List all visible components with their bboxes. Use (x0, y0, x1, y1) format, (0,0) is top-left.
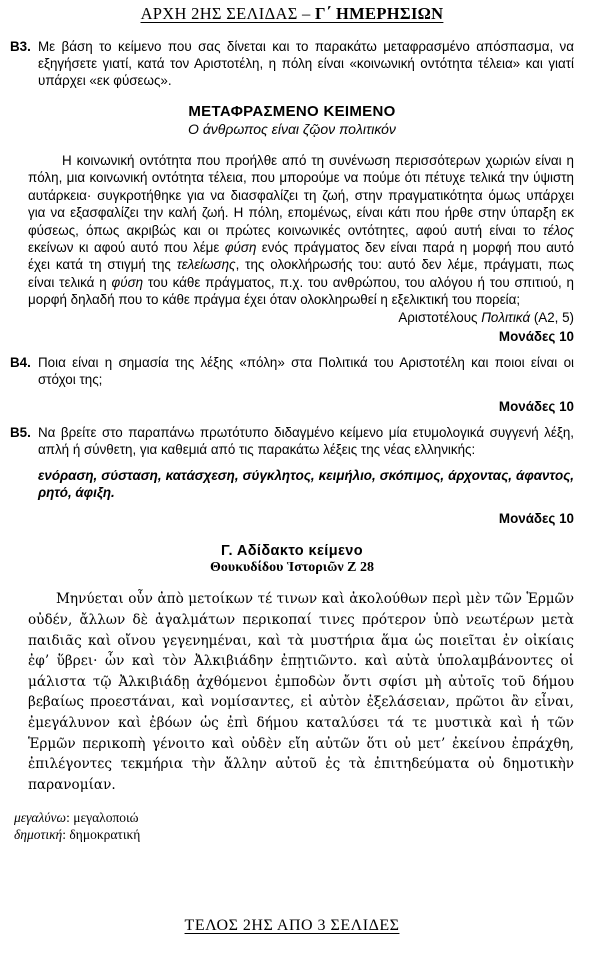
question-number: Β4. (10, 354, 31, 370)
term-telos: τέλος (542, 222, 574, 238)
ancient-greek-text: Μηνύεται οὖν ἀπὸ μετοίκων τέ τινων καὶ ἀκολούθων περὶ μὲν τῶν Ἑρμῶν οὐδέν, ἄλλων δὲ ἀγαλμάτων περικοπαί τινες πρότερον ὑπὸ νεωτέρων μετὰ παιδιᾶς καὶ οἴνου γεγενημέναι, καὶ τὰ μυστήρια ἅμα ὡς ποιεῖται ἐν οἰκίαις ἐφ’ ὕβρει· ὧν καὶ τὸν Ἀλκιβιάδην ἐπῃτιῶντο. καὶ αὐτὰ ὑπολαμβάνοντες οἱ μάλιστα τῷ Ἀλκιβιάδῃ ἀχθόμενοι ἐμποδὼν ὄντι σφίσι μὴ αὐτοῖς τοῦ δήμου βεβαίως προεστάναι, καὶ νομίσαντες, εἰ αὐτὸν ἐξελάσειαν, πρῶτοι ἂν εἶναι, ἐμεγάλυνον καὶ ἐβόων ὡς ἐπὶ δήμου καταλύσει τά τε μυστικὰ καὶ ἡ τῶν Ἑρμῶν περικοπὴ γένοιτο καὶ οὐδὲν εἴη αὐτῶν ὅτι οὐ μετ’ ἐκείνου ἐπράχθη, ἐπιλέγοντες τεκμήρια τὴν ἄλλην αὐτοῦ ἐς τὰ ἐπιτηδεύματα οὐ δημοτικὴν παρανομίαν. (28, 591, 574, 793)
question-text: Να βρείτε στο παραπάνω πρωτότυπο διδαγμένο κείμενο μία ετυμολογικά συγγενή λέξη, απλή ή σύνθετη, για καθεμιά από τις παρακάτω λέξεις της νέας ελληνικής: (38, 424, 574, 457)
term-fysi-2: φύση (111, 274, 144, 290)
question-b3 (10, 38, 574, 89)
source-citation: Αριστοτέλους Πολιτικά (Α2, 5) (398, 309, 574, 325)
translation-paragraph: Η κοινωνική οντότητα που προήλθε από τη συνένωση περισσότερων χωριών είναι η πόλη, μια κοινωνική οντότητα τέλεια, που μπορούμε να πούμε ότι πέτυχε τελικά την ύψιστη αυτάρκεια· συγκροτήθηκε για να διασφαλίζει τη ζωή, στην πραγματικότητα όμως υπάρχει για να εξασφαλίζει την καλή ζωή. Η πόλη, επομένως, είναι κάτι που ήρθε στην ύπαρξη εκ φύσεως, όπως ακριβώς και οι πρώτες κοινωνικές οντότητες, αφού αυτή είναι το τέλος εκείνων κι αφού αυτό που λέμε φύση ενός πράγματος δεν είναι παρά η μορφή που αυτό έχει κατά τη στιγμή της τελείωσης, της ολοκλήρωσής του: αυτό δεν λέμε, πράγματι, πως είναι τελικά η φύση του κάθε πράγματος, π.χ. του ανθρώπου, του αλόγου ή του σπιτιού, η μορφή δηλαδή που το κάθε πράγμα έχει όταν ολοκληρωθεί η εξελικτική του πορεία; (28, 153, 574, 308)
term-teleiosis: τελείωσης (176, 257, 236, 273)
word-list: ενόραση, σύσταση, κατάσχεση, σύγκλητος, κειμήλιο, σκόπιμος, άρχοντας, άφαντος, ρητό, άφιξη. (38, 467, 574, 501)
page-footer: ΤΕΛΟΣ 2ΗΣ ΑΠΟ 3 ΣΕΛΙΔΕΣ (184, 917, 400, 934)
question-text: Ποια είναι η σημασία της λέξης «πόλη» στα Πολιτικά του Αριστοτέλη και ποιοι είναι οι στόχοι της; (38, 354, 574, 387)
section-g-subtitle: Θουκυδίδου Ἱστοριῶν Ζ 28 (210, 560, 374, 576)
units-b3: Μονάδες 10 (498, 328, 574, 344)
translation-subtitle: Ο άνθρωπος είναι ζῷον πολιτικόν (188, 121, 396, 137)
header-bold: Γ΄ ΗΜΕΡΗΣΙΩΝ (315, 4, 444, 23)
translation-title: ΜΕΤΑΦΡΑΣΜΕΝΟ ΚΕΙΜΕΝΟ (188, 103, 396, 120)
glossary (10, 809, 574, 843)
question-number: Β5. (10, 424, 31, 440)
header-prefix: ΑΡΧΗ 2ΗΣ ΣΕΛΙΔΑΣ – (140, 4, 316, 23)
glossary-item: δημοτική: δημοκρατική (14, 827, 141, 843)
page-header (10, 0, 574, 24)
question-text: Με βάση το κείμενο που σας δίνεται και το παρακάτω μεταφρασμένο απόσπασμα, να εξηγήσετε γιατί, κατά τον Αριστοτέλη, η πόλη είναι «κοινωνική οντότητα τέλεια» και γιατί υπάρχει «εκ φύσεως». (38, 39, 574, 88)
glossary-item: μεγαλύνω: μεγαλοποιώ (14, 810, 139, 826)
units-b4: Μονάδες 10 (498, 398, 574, 414)
term-fysi: φύση (224, 240, 257, 256)
question-number: Β3. (10, 39, 31, 54)
question-b4 (10, 354, 574, 388)
section-g-title: Γ. Αδίδακτο κείμενο (221, 543, 363, 560)
question-b5 (10, 424, 574, 458)
units-b5: Μονάδες 10 (498, 511, 574, 527)
